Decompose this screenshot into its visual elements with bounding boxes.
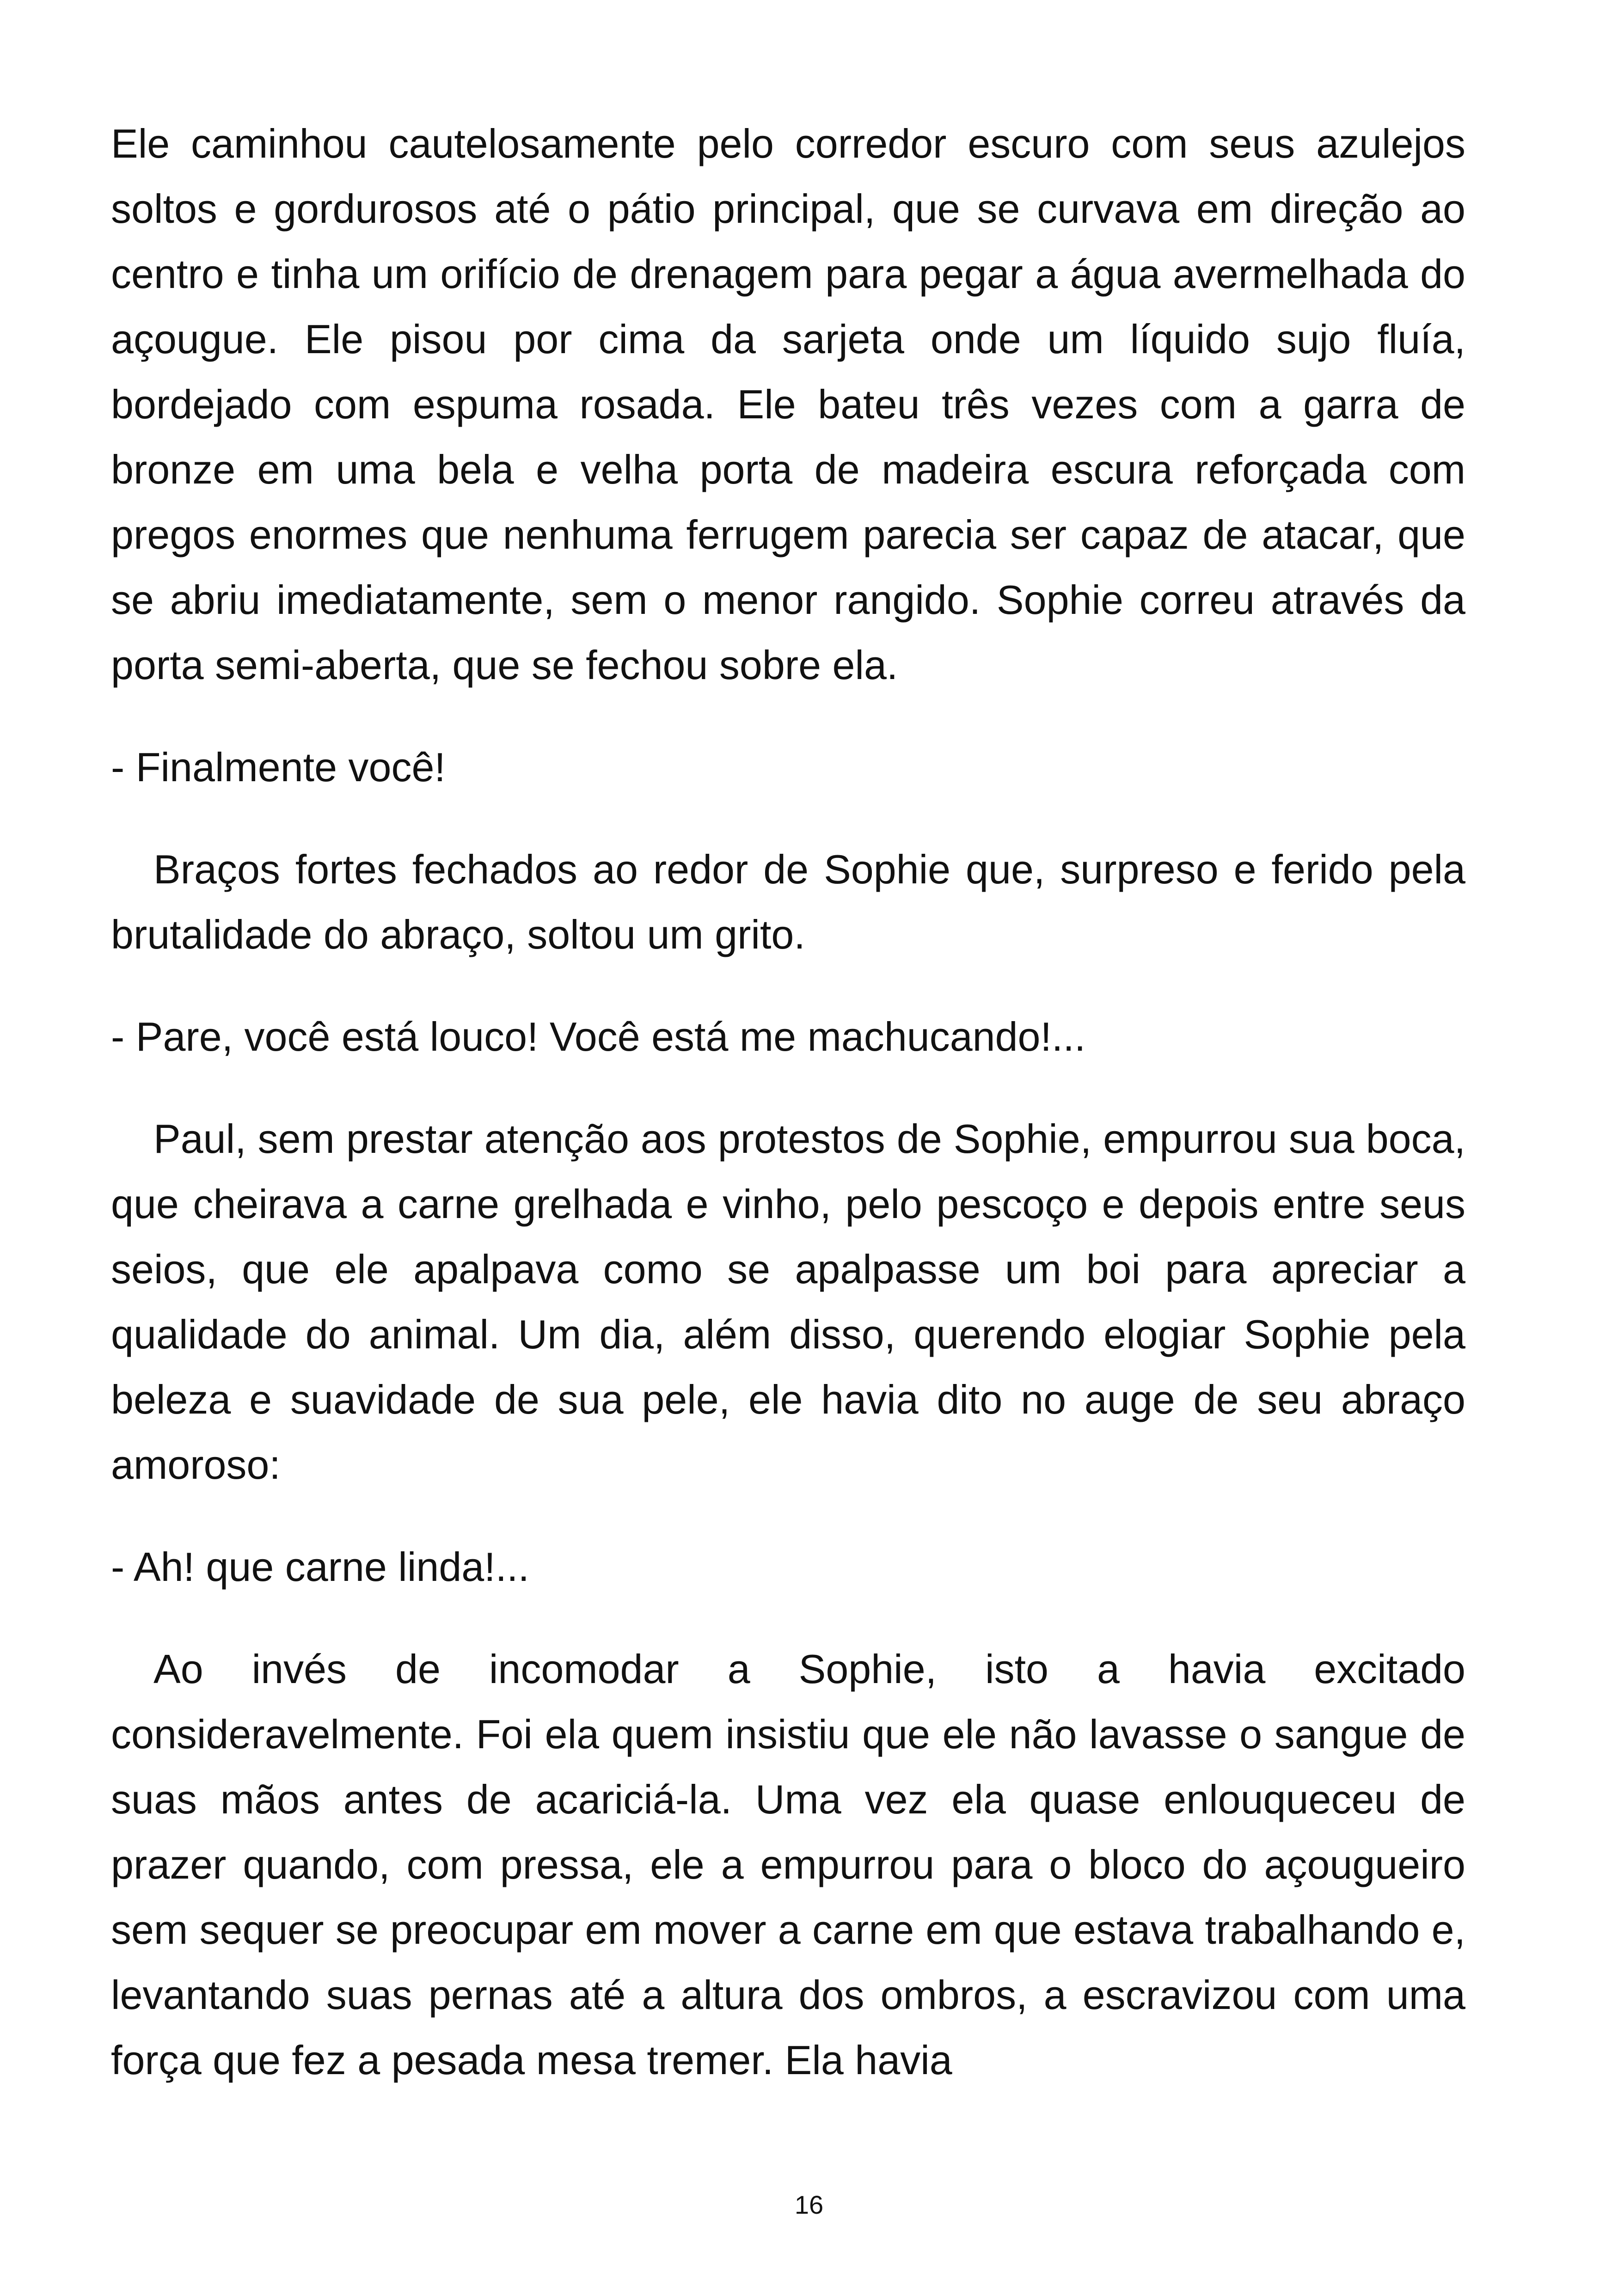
paragraph-narration-2: Braços fortes fechados ao redor de Sophie que, surpreso e ferido pela brutalidade do abraço, soltou um grito.: [111, 846, 1465, 957]
paragraph-dialogue-1: - Finalmente você!: [111, 744, 446, 790]
paragraph-narration-4: Ao invés de incomodar a Sophie, isto a havia excitado consideravelmente. Foi ela quem insistiu que ele não lavasse o sangue de suas mãos antes de acariciá-la. Uma vez ela quase enlouqueceu de prazer quando, com pressa, ele a empurrou para o bloco do açougueiro sem sequer se preocupar em mover a carne em que estava trabalhando e, levantando suas pernas até a altura dos ombros, a escravizou com uma força que fez a pesada mesa tremer. Ela havia: [111, 1646, 1465, 2083]
paragraph-dialogue-3: - Ah! que carne linda!...: [111, 1544, 530, 1590]
paragraph-narration-3: Paul, sem prestar atenção aos protestos de Sophie, empurrou sua boca, que cheirava a carne grelhada e vinho, pelo pescoço e depois entre seus seios, que ele apalpava como se apalpasse um boi para apreciar a qualidade do animal. Um dia, além disso, querendo elogiar Sophie pela beleza e suavidade de sua pele, ele havia dito no auge de seu abraço amoroso:: [111, 1116, 1465, 1488]
page-number: 16: [794, 2190, 824, 2219]
paragraph-narration-1: Ele caminhou cautelosamente pelo corredor escuro com seus azulejos soltos e gordurosos até o pátio principal, que se curvava em direção ao centro e tinha um orifício de drenagem para pegar a água avermelhada do açougue. Ele pisou por cima da sarjeta onde um líquido sujo fluía, bordejado com espuma rosada. Ele bateu três vezes com a garra de bronze em uma bela e velha porta de madeira escura reforçada com pregos enormes que nenhuma ferrugem parecia ser capaz de atacar, que se abriu imediatamente, sem o menor rangido. Sophie correu através da porta semi-aberta, que se fechou sobre ela.: [111, 121, 1465, 688]
page-body: [111, 111, 1465, 2191]
paragraph-dialogue-2: - Pare, você está louco! Você está me machucando!...: [111, 1014, 1086, 1059]
